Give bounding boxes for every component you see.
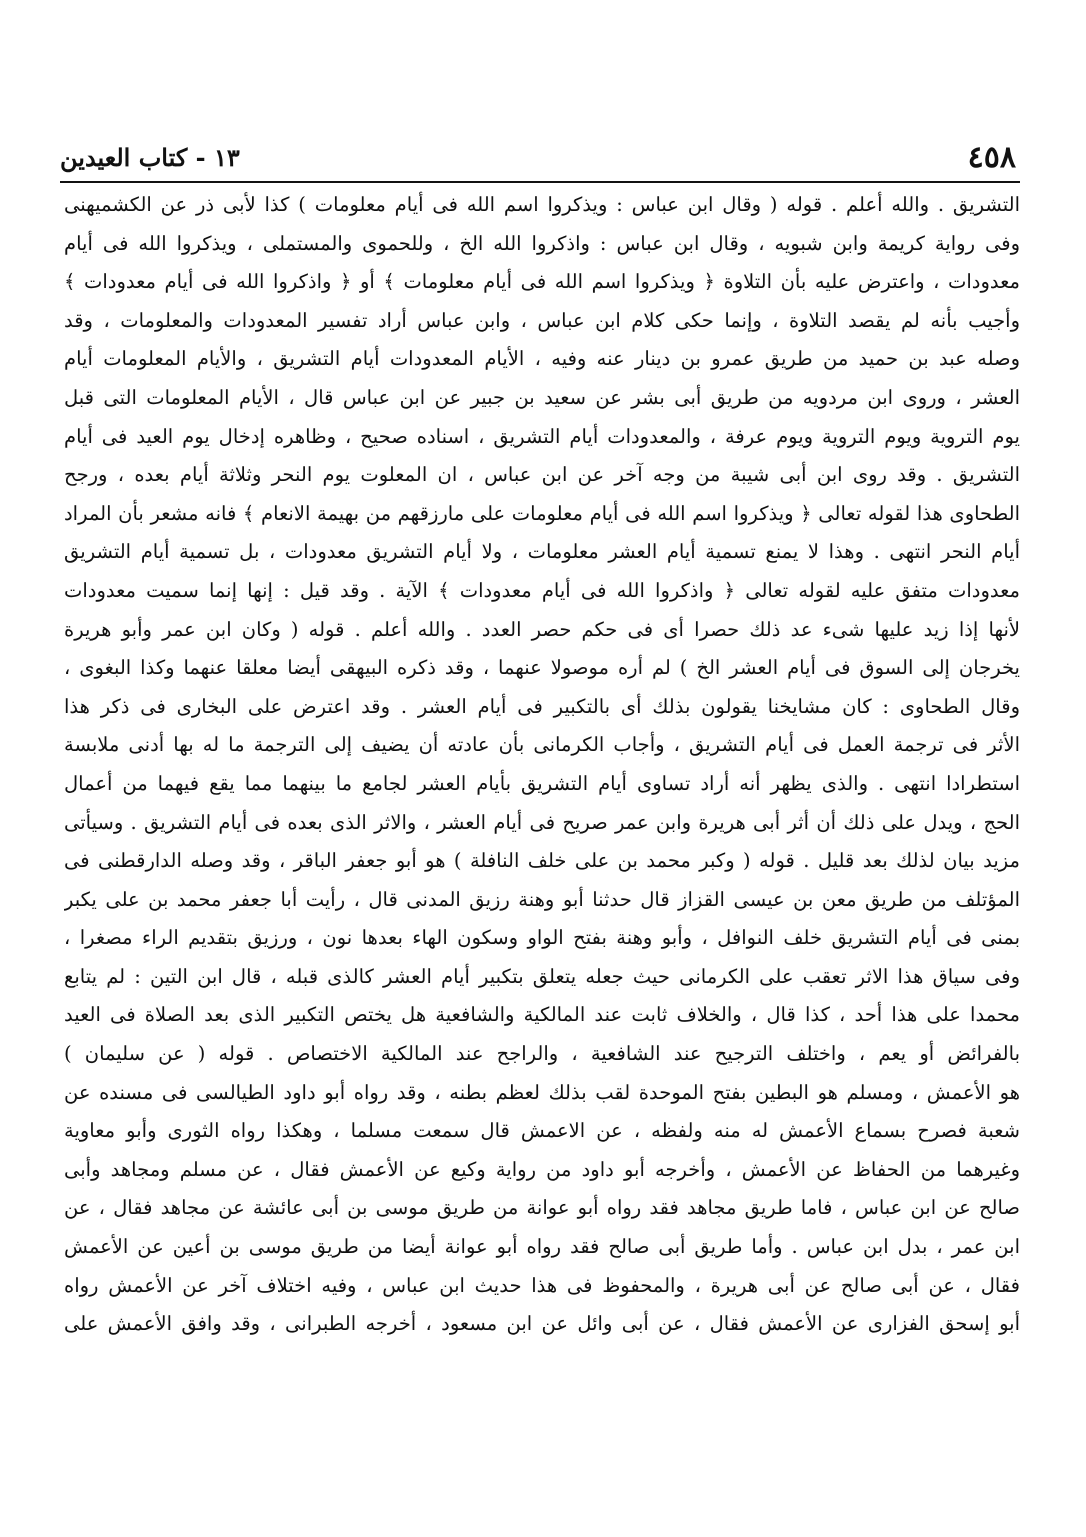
text-line: التشريق . والله أعلم . قوله ( وقال ابن عباس : ويذكروا اسم الله فى أيام معلومات ) كذا لأبى ذر عن الكشميهنى — [64, 193, 1020, 216]
text-line: لأنها إذا زيد عليها شىء عد ذلك حصرا أى فى حكم حصر العدد . والله أعلم . قوله ( وكان ابن عمر وأبو هريرة — [64, 617, 1020, 641]
text-line: وصله عبد بن حميد من طريق عمرو بن دينار عنه وفيه ، الأيام المعدودات أيام التشريق ، والأيام المعلومات أيام — [64, 347, 1020, 371]
text-line: وفى سياق هذا الاثر تعقب على الكرمانى حيث جعله يتعلق بتكبير أيام العشر كالذى قبله ، قال ابن التين : لم يتابع — [64, 964, 1020, 988]
text-line: ابن عمر ، بدل ابن عباس . وأما طريق أبى صالح فقد رواه أبو عوانة أيضا من طريق موسى بن أعين عن الأعمش — [64, 1235, 1020, 1259]
text-line: وأجيب بأنه لم يقصد التلاوة ، وإنما حكى كلام ابن عباس ، وابن عباس أراد تفسير المعدودات والمعلومات ، وقد — [64, 308, 1020, 332]
text-line: وغيرهما من الحفاظ عن الأعمش ، وأخرجه أبو داود من رواية وكيع عن الأعمش فقال ، عن مسلم ومجاهد وأبى — [64, 1157, 1020, 1181]
text-line: الطحاوى هذا لقوله تعالى ﴿ ويذكروا اسم الله فى أيام معلومات على مارزقهم من بهيمة الانعام ﴾ فانه مشعر بأن المراد — [64, 501, 1020, 525]
text-line: يخرجان إلى السوق فى أيام العشر الخ ) لم أره موصولا عنهما ، وقد ذكره البيهقى أيضا معلقا عنهما وكذا البغوى ، — [64, 656, 1020, 680]
text-line: صالح عن ابن عباس ، فاما طريق مجاهد فقد رواه أبو عوانة من طريق موسى بن أبى عائشة عن مجاهد فقال ، عن — [64, 1196, 1020, 1220]
text-line: معدودات ، واعترض عليه بأن التلاوة ﴿ ويذكروا اسم الله فى أيام معلومات ﴾ أو ﴿ واذكروا الله فى أيام معدودات ﴾ — [64, 270, 1020, 294]
text-line: مزيد بيان لذلك بعد قليل . قوله ( وكبر محمد بن على خلف النافلة ) هو أبو جعفر الباقر ، وقد وصله الدارقطنى فى — [64, 849, 1020, 873]
page-number: ٤٥٨ — [967, 140, 1016, 175]
text-line: التشريق . وقد روى ابن أبى شيبة من وجه آخر عن ابن عباس ، ان المعلوت يوم النحر وثلاثة أيام بعده ، ورجح — [64, 463, 1020, 487]
text-line: أيام النحر انتهى . وهذا لا يمنع تسمية أيام العشر معلومات ، ولا أيام التشريق معدودات ، بل تسمية أيام التشريق — [64, 540, 1020, 564]
text-line: شعبة فصرح بسماع الأعمش له منه ولفظه ، عن الاعمش قال سمعت مسلما ، وهكذا رواه الثورى وأبو معاوية — [64, 1119, 1020, 1143]
body-text — [64, 186, 1020, 1344]
text-line: يوم التروية ويوم التروية ويوم عرفة ، والمعدودات أيام التشريق ، اسناده صحيح ، وظاهره إدخال يوم العيد فى أيام — [64, 424, 1020, 448]
text-line: محمدا على هذا أحد ، كذا قال ، والخلاف ثابت عند المالكية والشافعية هل يختص التكبير الذى بعد الصلاة فى العيد — [64, 1003, 1020, 1027]
text-line: وقال الطحاوى : كان مشايخنا يقولون بذلك أى بالتكبير فى أيام العشر . وقد اعترض على البخارى فى ذكر هذا — [64, 694, 1020, 718]
text-line: المؤتلف من طريق معن بن عيسى القزاز قال حدثنا أبو وهنة رزيق المدنى قال ، رأيت أبا جعفر محمد بن على يكبر — [64, 887, 1020, 911]
text-line: استطرادا انتهى . والذى يظهر أنه أراد تساوى أيام التشريق بأيام العشر لجامع ما بينهما مما يقع فيهما من أعمال — [64, 771, 1020, 795]
page-header — [60, 138, 1016, 178]
chapter-title: ١٣ - كتاب العيدين — [60, 143, 240, 172]
text-line: الحج ، ويدل على ذلك أن أثر أبى هريرة وابن عمر صريح فى أيام العشر ، والاثر الذى بعده فى أيام التشريق . وسيأتى — [64, 810, 1020, 834]
text-line: معدودات متفق عليه لقوله تعالى ﴿ واذكروا الله فى أيام معدودات ﴾ الآية . وقد قيل : إنها إنما سميت معدودات — [64, 578, 1020, 602]
text-line: بالفرائض أو يعم ، واختلف الترجيح عند الشافعية ، والراجح عند المالكية الاختصاص . قوله ( عن سليمان ) — [64, 1042, 1020, 1066]
text-line: وفى رواية كريمة وابن شبويه ، وقال ابن عباس : واذكروا الله الخ ، وللحموى والمستملى ، ويذكروا الله فى أيام — [64, 231, 1020, 255]
text-line: الأثر فى ترجمة العمل فى أيام التشريق ، وأجاب الكرمانى بأن عادته أن يضيف إلى الترجمة ما له بها أدنى ملابسة — [64, 733, 1020, 757]
text-line: هو الأعمش ، ومسلم هو البطين بفتح الموحدة لقب بذلك لعظم بطنه ، وقد رواه أبو داود الطيالسى فى مسنده عن — [64, 1080, 1020, 1104]
text-line: فقال ، عن أبى صالح عن أبى هريرة ، والمحفوظ فى هذا حديث ابن عباس ، وفيه اختلاف آخر عن الأعمش رواه — [64, 1273, 1020, 1297]
text-line: بمنى فى أيام التشريق خلف النوافل ، وأبو وهنة بفتح الواو وسكون الهاء بعدها نون ، ورزيق بتقديم الراء مصغرا ، — [64, 926, 1020, 950]
text-line: العشر ، وروى ابن مردويه من طريق أبى بشر عن سعيد بن جبير عن ابن عباس قال ، الأيام المعلومات التى قبل — [64, 385, 1020, 409]
text-line: أبو إسحق الفزارى عن الأعمش فقال ، عن أبى وائل عن ابن مسعود ، أخرجه الطبرانى ، وقد وافق الأعمش على — [64, 1312, 1020, 1336]
header-rule — [60, 181, 1020, 183]
